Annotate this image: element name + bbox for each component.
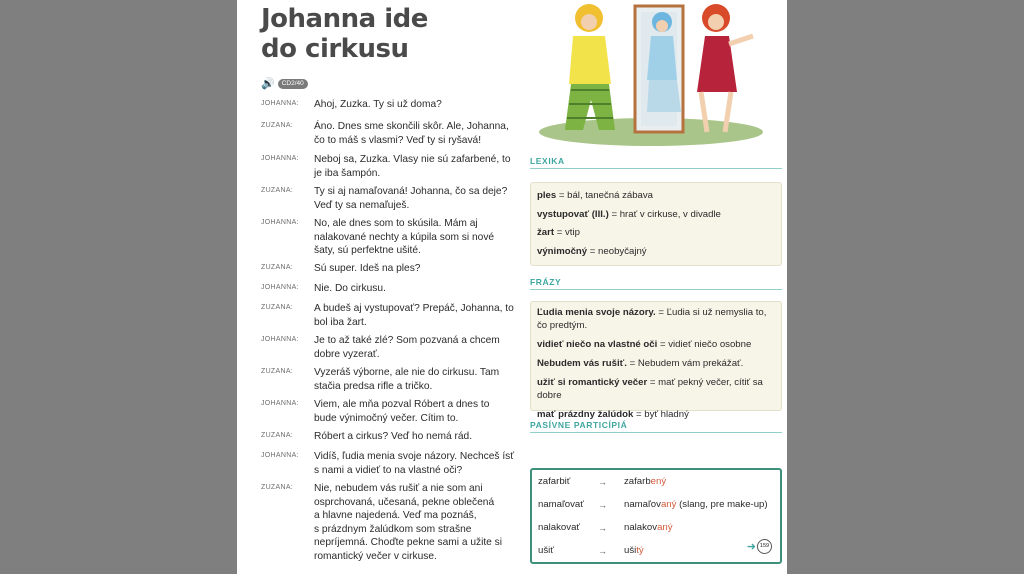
dialog-text: Ahoj, Zuzka. Ty si už doma? <box>314 99 442 110</box>
dialog-speaker: JOHANNA: <box>261 219 299 226</box>
dialog-speaker: ZUZANA: <box>261 432 294 439</box>
participle-suffix: tý <box>636 545 644 556</box>
dialog-text: Nie. Do cirkusu. <box>314 283 386 294</box>
frazy-definition: = mať pekný večer, cítiť sa dobre <box>537 377 763 401</box>
dialog-text: Áno. Dnes sme skončili skôr. Ale, Johanna, čo to máš s vlasmi? Veď ty si ryšavá! <box>314 121 509 146</box>
dialog-line <box>261 482 521 564</box>
dialog-line <box>261 217 521 258</box>
participle-form <box>624 476 666 487</box>
participle-suffix: aný <box>660 499 677 510</box>
frazy-term: Ľudia menia svoje názory. <box>537 307 656 318</box>
lexika-term: žart <box>537 227 555 238</box>
lexika-list <box>537 187 775 261</box>
dialog-speaker: ZUZANA: <box>261 122 294 129</box>
page-title <box>261 4 428 64</box>
frazy-heading: FRÁZY <box>530 277 782 290</box>
cd-track-badge: CD2/40 <box>278 79 308 89</box>
dialog-text: Viem, ale mňa pozval Róbert a dnes to bude výnimočný večer. Cítim to. <box>314 399 490 424</box>
frazy-term: mať prázdny žalúdok <box>537 409 634 420</box>
dialog-text: Je to až také zlé? Som pozvaná a chcem dobre vyzerať. <box>314 335 500 360</box>
dialog-line <box>261 98 521 112</box>
dialog-speaker: ZUZANA: <box>261 484 294 491</box>
frazy-term: užiť si romantický večer <box>537 377 648 388</box>
textbook-page <box>237 0 787 574</box>
arrow-right-icon: ➜ <box>746 541 756 553</box>
dialog-text: A budeš aj vystupovať? Prepáč, Johanna, to bol iba žart. <box>314 303 514 328</box>
participia-box <box>530 468 782 564</box>
illustration-girl-mirror <box>531 0 771 150</box>
participle-base: nalakovať <box>538 522 581 533</box>
dialog-line <box>261 302 521 329</box>
dialog-speaker: JOHANNA: <box>261 284 299 291</box>
arrow-right-icon: → <box>598 545 607 556</box>
dialog-text: No, ale dnes som to skúsila. Mám aj nalakované nechty a kúpila som si nové šaty, sú perfektne ušité. <box>314 218 495 257</box>
dialog-line <box>261 398 521 425</box>
lexika-definition: = bál, tanečná zábava <box>556 190 654 201</box>
lexika-term: ples <box>537 190 557 201</box>
dialog-text: Nie, nebudem vás rušiť a nie som ani osprchovaná, učesaná, pekne oblečená a hlavne najedená. Veď ma poznáš, s prázdnym žalúdkom som strašne nepríjemná. Choďte pekne sami a užite si romantický večer v cirkuse. <box>314 483 503 562</box>
dialog-speaker: ZUZANA: <box>261 264 294 271</box>
participle-form <box>624 522 673 533</box>
dialog-text: Róbert a cirkus? Veď ho nemá rád. <box>314 431 473 442</box>
participle-row <box>538 545 644 556</box>
participle-stem: zafarb <box>624 476 651 487</box>
frazy-definition: = byť hladný <box>633 409 689 420</box>
participle-base: ušiť <box>538 545 554 556</box>
lexika-entry <box>537 187 775 206</box>
arrow-right-icon: → <box>598 499 607 510</box>
arrow-right-icon: → <box>598 522 607 533</box>
dialog-line <box>261 366 521 393</box>
participle-stem: namaľov <box>624 499 661 510</box>
dialog-line <box>261 282 521 296</box>
page-reference[interactable] <box>747 539 772 554</box>
lexika-term: vystupovať (III.) <box>537 208 609 220</box>
frazy-term: vidieť niečo na vlastné oči <box>537 339 658 350</box>
dialog-speaker: JOHANNA: <box>261 400 299 407</box>
dialog-speaker: JOHANNA: <box>261 100 299 107</box>
speaker-icon[interactable]: 🔊 <box>261 78 275 90</box>
frazy-entry <box>537 338 775 351</box>
lexika-definition: = neobyčajný <box>587 245 647 257</box>
dialog-line <box>261 120 521 147</box>
frazy-term: Nebudem vás rušiť. <box>537 358 627 369</box>
dialog-speaker: ZUZANA: <box>261 187 294 194</box>
participia-heading: PASÍVNE PARTICÍPIÁ <box>530 420 782 433</box>
dialog-line <box>261 430 521 444</box>
dialog-text: Sú super. Ideš na ples? <box>314 263 421 274</box>
dialog-speaker: ZUZANA: <box>261 304 294 311</box>
participle-base: namaľovať <box>538 499 584 510</box>
frazy-definition: = Nebudem vám prekážať. <box>626 358 744 369</box>
participle-stem: nalakov <box>624 522 658 533</box>
frazy-definition: = Ľudia si už nemyslia to, čo predtým. <box>537 307 767 331</box>
participle-row <box>538 499 768 510</box>
dialog-line <box>261 334 521 361</box>
dialog-speaker: JOHANNA: <box>261 336 299 343</box>
lexika-entry <box>537 206 775 225</box>
lexika-box <box>530 182 782 266</box>
dialog-speaker: ZUZANA: <box>261 368 294 375</box>
participle-row <box>538 476 666 487</box>
title-line-2: do cirkusu <box>261 34 409 64</box>
lexika-definition: = vtip <box>554 227 580 238</box>
dialog-text: Neboj sa, Zuzka. Vlasy nie sú zafarbené, to je iba šampón. <box>314 154 511 179</box>
participle-suffix: ený <box>650 476 667 487</box>
lexika-heading: LEXIKA <box>530 156 782 169</box>
lexika-entry <box>537 224 775 243</box>
dialog-speaker: JOHANNA: <box>261 452 299 459</box>
participle-note: (slang, pre make-up) <box>676 499 768 510</box>
dialog-line <box>261 185 521 212</box>
lexika-term: výnimočný <box>537 245 588 257</box>
dialog-text: Vidíš, ľudia menia svoje názory. Nechceš ísť s nami a vidieť to na vlastné oči? <box>314 451 515 476</box>
participle-base: zafarbiť <box>538 476 571 487</box>
frazy-box <box>530 301 782 420</box>
frazy-entry <box>537 376 775 402</box>
participle-form <box>624 545 644 556</box>
page-number: 159 <box>757 539 772 554</box>
dialog-text: Ty si aj namaľovaná! Johanna, čo sa deje? Veď ty sa nemaľuješ. <box>314 186 508 211</box>
dialog-text: Vyzeráš výborne, ale nie do cirkusu. Tam stačia predsa rifle a tričko. <box>314 367 500 392</box>
lexika-definition: = hrať v cirkuse, v divadle <box>608 208 721 220</box>
participle-row <box>538 522 673 533</box>
participle-stem: uši <box>624 545 637 556</box>
dialog-line <box>261 153 521 180</box>
lexika-entry <box>537 243 775 262</box>
dialog-speaker: JOHANNA: <box>261 155 299 162</box>
frazy-entry <box>537 306 775 332</box>
frazy-list <box>537 306 775 421</box>
dialog-line <box>261 262 521 276</box>
frazy-definition: = vidieť niečo osobne <box>657 339 752 350</box>
dialog-line <box>261 450 521 477</box>
frazy-entry <box>537 357 775 370</box>
participle-form <box>624 499 768 510</box>
participle-suffix: aný <box>657 522 673 533</box>
title-line-1: Johanna ide <box>261 4 428 34</box>
audio-track[interactable] <box>261 78 308 90</box>
arrow-right-icon: → <box>598 476 607 487</box>
